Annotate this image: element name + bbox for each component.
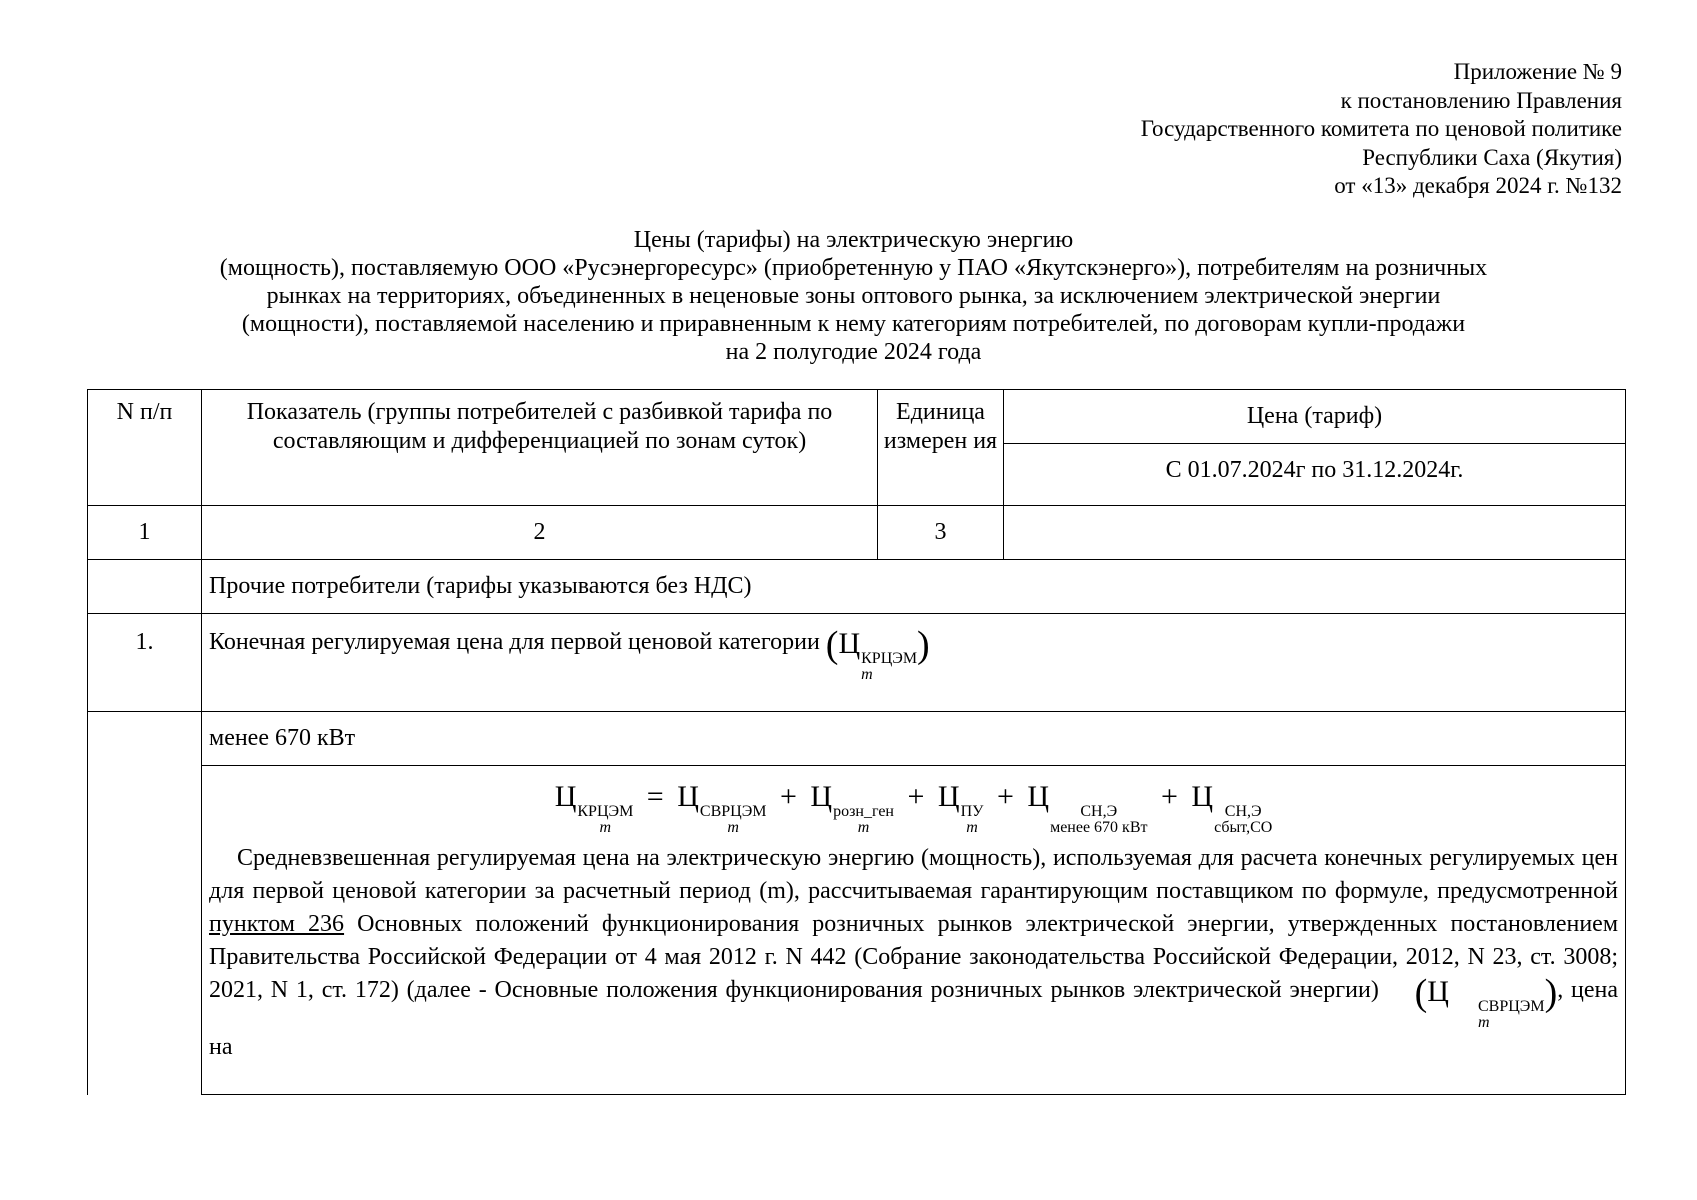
title-line: (мощность), поставляемую ООО «Русэнергоресурс» (приобретенную у ПАО «Якутскэнерго»), потребителям на розничных — [219, 255, 1488, 281]
header-period: С 01.07.2024г по 31.12.2024г. — [1165, 457, 1464, 483]
formula-symbol: Ц — [937, 780, 960, 813]
appendix-line: Государственного комитета по ценовой политике — [1140, 116, 1622, 141]
formula-plus: + — [996, 780, 1014, 813]
formula-symbol: Ц — [554, 780, 577, 813]
formula-symbol: Ц — [1027, 780, 1050, 813]
main-formula — [202, 782, 1625, 836]
formula-sup: СН,Э — [1080, 803, 1118, 820]
paragraph-formula — [1387, 972, 1558, 1031]
header-num: N п/п — [88, 390, 202, 506]
appendix-line: Приложение № 9 — [1453, 59, 1622, 84]
formula-sub: менее 670 кВт — [1050, 819, 1148, 836]
formula-sup: КРЦЭМ — [577, 803, 634, 820]
paren-close: ) — [1544, 972, 1558, 1014]
formula-row — [88, 766, 1626, 1095]
header-price-cell — [1004, 390, 1626, 506]
item-text: Конечная регулируемая цена для первой ценовой категории — [209, 629, 820, 655]
formula-symbol: Ц — [1191, 780, 1214, 813]
title-line: (мощности), поставляемой населению и приравненным к нему категориям потребителей, по договорам купли-продажи — [241, 311, 1466, 337]
formula-plus: + — [907, 780, 925, 813]
col-number: 1 — [88, 506, 202, 560]
appendix-line: от «13» декабря 2024 г. №132 — [1334, 173, 1622, 198]
paragraph-text: , цена на — [209, 977, 1619, 1060]
title-line: рынках на территориях, объединенных в неценовые зоны оптового рынка, за исключением электрической энергии — [266, 283, 1441, 309]
title-line: на 2 полугодие 2024 года — [725, 339, 982, 365]
section-title: Прочие потребители (тарифы указываются без НДС) — [202, 560, 1626, 614]
formula-symbol: Ц — [677, 780, 699, 813]
col-number-empty — [1004, 506, 1626, 560]
section-row — [88, 560, 1626, 614]
formula-sup: розн_ген — [833, 803, 894, 820]
item-formula — [825, 624, 930, 683]
table-header-row — [88, 390, 1626, 506]
price-symbol: Ц — [838, 627, 861, 660]
price-symbol: Ц — [1427, 975, 1449, 1008]
formula-sub: m — [727, 819, 739, 836]
formula-sup: СВРЦЭМ — [699, 803, 767, 820]
paren-open: ( — [825, 624, 839, 666]
paragraph-link[interactable]: пунктом 236 — [209, 911, 345, 937]
title-line: Цены (тарифы) на электрическую энергию — [633, 227, 1074, 253]
header-unit: Единица измерен ия — [878, 390, 1004, 506]
formula-sub: сбыт,СО — [1214, 819, 1273, 836]
item-row — [88, 614, 1626, 712]
formula-sub: m — [861, 666, 873, 683]
formula-eq: = — [646, 780, 664, 813]
document-title — [90, 226, 1617, 366]
formula-sup: СВРЦЭМ — [1477, 998, 1545, 1015]
header-indicator: Показатель (группы потребителей с разбивкой тарифа по составляющим и дифференциацией по зонам суток) — [202, 390, 878, 506]
formula-sub: m — [857, 819, 870, 836]
subcategory-row — [88, 712, 1626, 766]
formula-sup: КРЦЭМ — [861, 650, 918, 667]
appendix-line: Республики Саха (Якутия) — [1362, 144, 1622, 170]
tariff-table — [87, 389, 1626, 1095]
item-cell — [202, 614, 1626, 712]
subcategory-num-empty — [88, 712, 202, 1095]
formula-sub: m — [1477, 1014, 1490, 1031]
paragraph-text: Средневзвешенная регулируемая цена на электрическую энергию (мощность), используемая для расчета конечных регулируемых цен для первой ценовой категории за расчетный период (m), рассчитываемая гарантирующим поставщиком по формуле, предусмотренной — [209, 845, 1618, 904]
formula-cell — [202, 766, 1626, 1095]
paragraph-text: Основных положений функционирования розничных рынков электрической энергии, утвержденных постановлением Правительства Российской Федерации от 4 мая 2012 г. N 442 (Собрание законодательства Российской Федерации, 2012, N 23, ст. 3008; 2021, N 1, ст. 172) (далее - Основные положения функционирования розничных рынков электрической энергии) — [209, 911, 1619, 1003]
header-price: Цена (тариф) — [1004, 390, 1625, 444]
paren-open: ( — [1414, 972, 1428, 1014]
column-number-row — [88, 506, 1626, 560]
appendix-block — [1141, 58, 1622, 201]
section-num-empty — [88, 560, 202, 614]
formula-plus: + — [779, 780, 797, 813]
formula-sub: m — [599, 819, 612, 836]
item-num: 1. — [88, 614, 202, 712]
appendix-line: к постановлению Правления — [1340, 87, 1622, 113]
formula-sub: m — [966, 819, 978, 836]
col-number: 2 — [202, 506, 878, 560]
subcategory-title: менее 670 кВт — [202, 712, 1626, 766]
formula-plus: + — [1161, 780, 1178, 813]
formula-symbol: Ц — [810, 780, 833, 813]
col-number: 3 — [878, 506, 1004, 560]
formula-sup: СН,Э — [1224, 803, 1262, 820]
formula-sup: ПУ — [960, 803, 984, 820]
paren-close: ) — [917, 624, 930, 666]
description-paragraph — [202, 836, 1625, 1064]
